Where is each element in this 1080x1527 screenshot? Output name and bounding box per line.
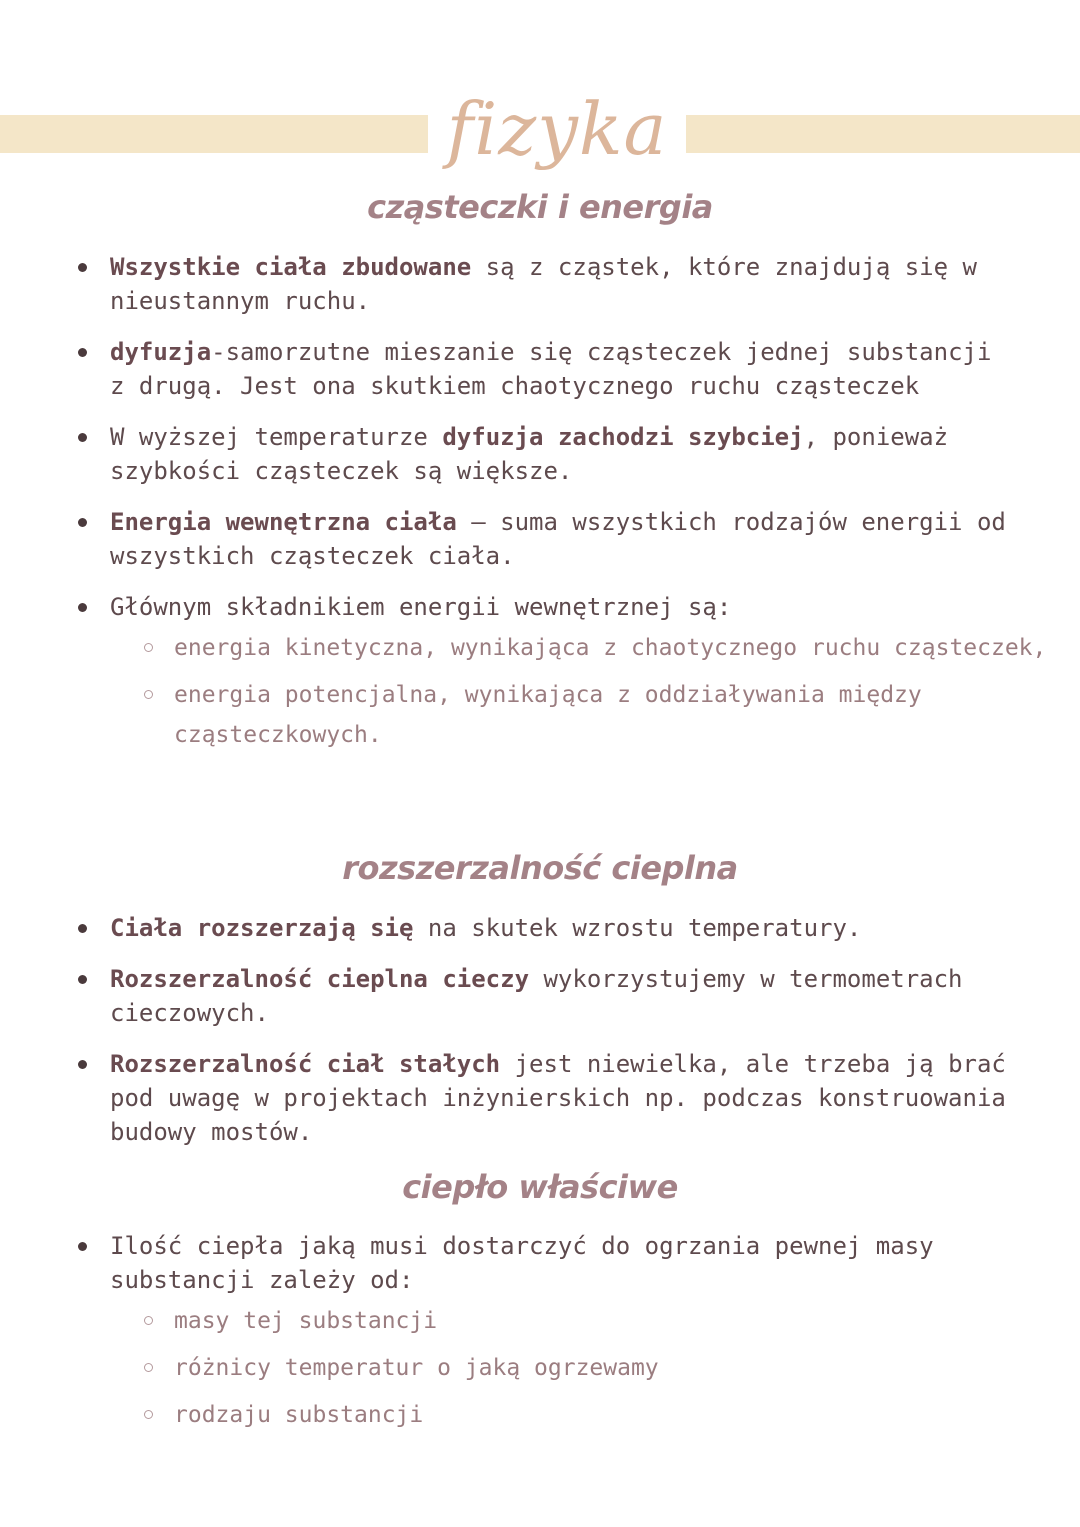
section-heading-particles-energy: cząsteczki i energia bbox=[367, 188, 713, 226]
list-item bbox=[0, 590, 1080, 755]
item-text: są z cząstek, które znajdują się w nieustannym ruchu. bbox=[110, 253, 977, 315]
list-item bbox=[0, 911, 1080, 945]
list-item bbox=[0, 962, 1080, 1030]
item-text: W wyższej temperaturze bbox=[110, 423, 443, 451]
banner-bar-right bbox=[686, 115, 1080, 153]
sub-list-item: rodzaju substancji bbox=[110, 1395, 1060, 1435]
section-list-particles-energy bbox=[0, 250, 1080, 772]
bold-term: Wszystkie ciała zbudowane bbox=[110, 253, 472, 281]
item-text: , ponieważ szybkości cząsteczek są większe. bbox=[110, 423, 949, 485]
list-item bbox=[0, 335, 1080, 403]
item-text: -samorzutne mieszanie się cząsteczek jednej substancji z drugą. Jest ona skutkiem chaotycznego ruchu cząsteczek bbox=[110, 338, 992, 400]
list-item bbox=[0, 420, 1080, 488]
sub-list-item: masy tej substancji bbox=[110, 1301, 1060, 1341]
sub-list-item: energia potencjalna, wynikająca z oddziaływania między cząsteczkowych. bbox=[110, 675, 1060, 755]
bold-term: Ciała rozszerzają się bbox=[110, 914, 414, 942]
section-list-specific-heat bbox=[0, 1229, 1080, 1452]
bold-term: Energia wewnętrzna ciała bbox=[110, 508, 457, 536]
sub-list-item: energia kinetyczna, wynikająca z chaotycznego ruchu cząsteczek, bbox=[110, 628, 1060, 668]
item-text: jest niewielka, ale trzeba ją brać pod uwagę w projektach inżynierskich np. podczas konstruowania budowy mostów. bbox=[110, 1050, 1006, 1146]
bold-term: dyfuzja zachodzi szybciej bbox=[442, 423, 804, 451]
section-heading-thermal-expansion: rozszerzalność cieplna bbox=[342, 849, 738, 887]
item-text: na skutek wzrostu temperatury. bbox=[413, 914, 862, 942]
item-text: wykorzystujemy w termometrach cieczowych. bbox=[110, 965, 963, 1027]
list-item bbox=[0, 1047, 1080, 1149]
sub-list bbox=[110, 1301, 1020, 1435]
item-text: Głównym składnikiem energii wewnętrznej są: bbox=[110, 593, 732, 621]
list-item bbox=[0, 505, 1080, 573]
item-text: Ilość ciepła jaką musi dostarczyć do ogrzania pewnej masy substancji zależy od: bbox=[110, 1232, 934, 1294]
item-text: – suma wszystkich rodzajów energii od wszystkich cząsteczek ciała. bbox=[110, 508, 1006, 570]
bold-term: Rozszerzalność ciał stałych bbox=[110, 1050, 501, 1078]
page-title: fizyka bbox=[446, 87, 668, 171]
bold-term: Rozszerzalność cieplna cieczy bbox=[110, 965, 530, 993]
list-item bbox=[0, 250, 1080, 318]
sub-list bbox=[110, 628, 1047, 755]
banner-bar-left bbox=[0, 115, 428, 153]
sub-list-item: różnicy temperatur o jaką ogrzewamy bbox=[110, 1348, 1060, 1388]
bold-term: dyfuzja bbox=[110, 338, 212, 366]
section-list-thermal-expansion bbox=[0, 911, 1080, 1166]
list-item bbox=[0, 1229, 1080, 1435]
section-heading-specific-heat: ciepło właściwe bbox=[402, 1168, 678, 1206]
